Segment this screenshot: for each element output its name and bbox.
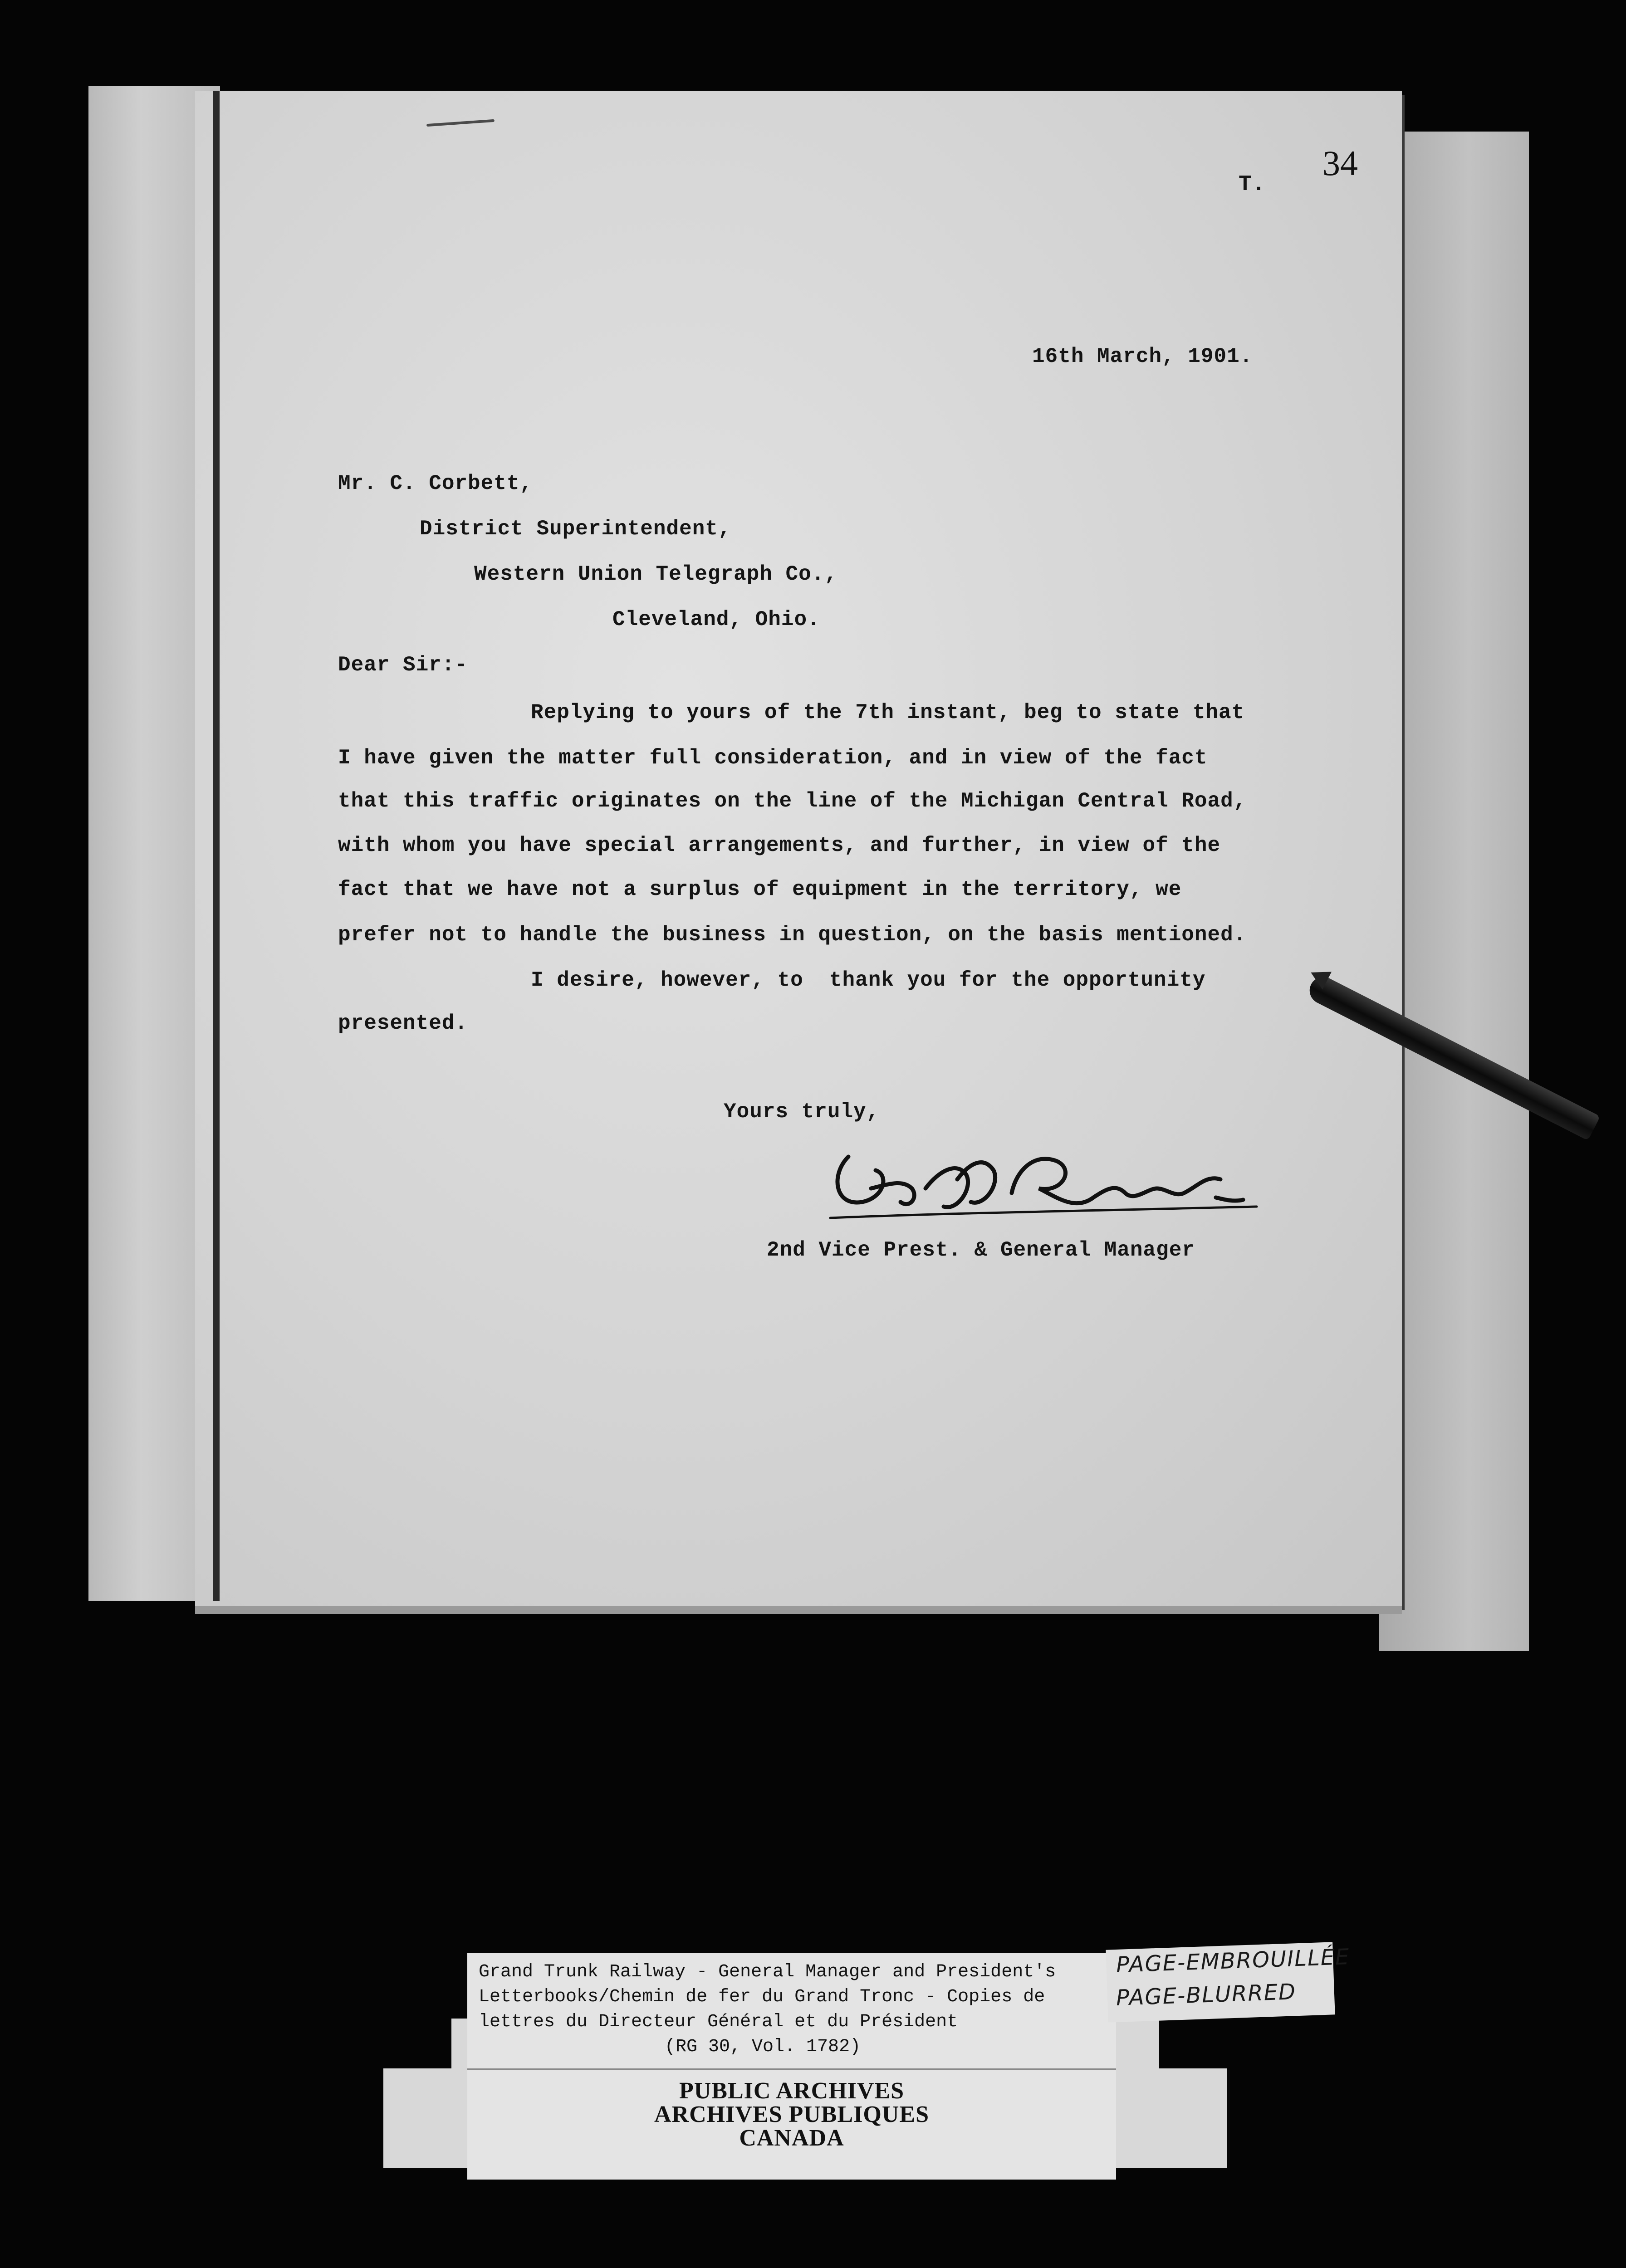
body-line: fact that we have not a surplus of equipment in the territory, we — [338, 878, 1182, 901]
page-number: 34 — [1322, 143, 1358, 183]
note-line: PAGE-BLURRED — [1116, 1979, 1297, 2011]
page-fold-edge — [213, 91, 220, 1601]
body-line: I have given the matter full consideration, and in view of the fact — [338, 746, 1208, 770]
archives-stamp-line: CANADA — [739, 2125, 844, 2151]
recipient-name: Mr. C. Corbett, — [338, 472, 533, 495]
note-line: PAGE-EMBROUILLÉE — [1116, 1944, 1351, 1978]
body-line: Replying to yours of the 7th instant, beg to state that — [531, 701, 1245, 724]
signer-title: 2nd Vice Prest. & General Manager — [767, 1238, 1195, 1262]
label-line: Letterbooks/Chemin de fer du Grand Tronc - Copies de — [479, 1987, 1045, 2007]
archives-stamp-line: ARCHIVES PUBLIQUES — [654, 2102, 930, 2127]
recipient-title: District Superintendent, — [420, 517, 731, 541]
page-bottom-edge — [195, 1606, 1402, 1614]
handwritten-signature — [821, 1120, 1266, 1238]
label-divider — [467, 2068, 1116, 2070]
label-notch — [383, 2019, 451, 2068]
closing: Yours truly, — [724, 1100, 880, 1124]
archives-stamp-line: PUBLIC ARCHIVES — [679, 2078, 905, 2104]
body-line: that this traffic originates on the line of the Michigan Central Road, — [338, 789, 1247, 813]
body-line: presented. — [338, 1012, 468, 1035]
label-line: lettres du Directeur Général et du Président — [479, 2012, 958, 2032]
page-letter: T. — [1239, 172, 1266, 197]
salutation: Dear Sir:- — [338, 653, 468, 677]
letter-date: 16th March, 1901. — [1032, 345, 1253, 368]
body-line: with whom you have special arrangements, and further, in view of the — [338, 834, 1221, 857]
label-line: Grand Trunk Railway - General Manager and President's — [479, 1962, 1056, 1982]
recipient-company: Western Union Telegraph Co., — [474, 562, 837, 586]
label-notch — [1159, 2019, 1227, 2068]
body-line: prefer not to handle the business in question, on the basis mentioned. — [338, 923, 1247, 947]
recipient-location: Cleveland, Ohio. — [612, 608, 820, 631]
body-line: I desire, however, to thank you for the opportunity — [531, 968, 1206, 992]
label-line: (RG 30, Vol. 1782) — [665, 2037, 861, 2057]
